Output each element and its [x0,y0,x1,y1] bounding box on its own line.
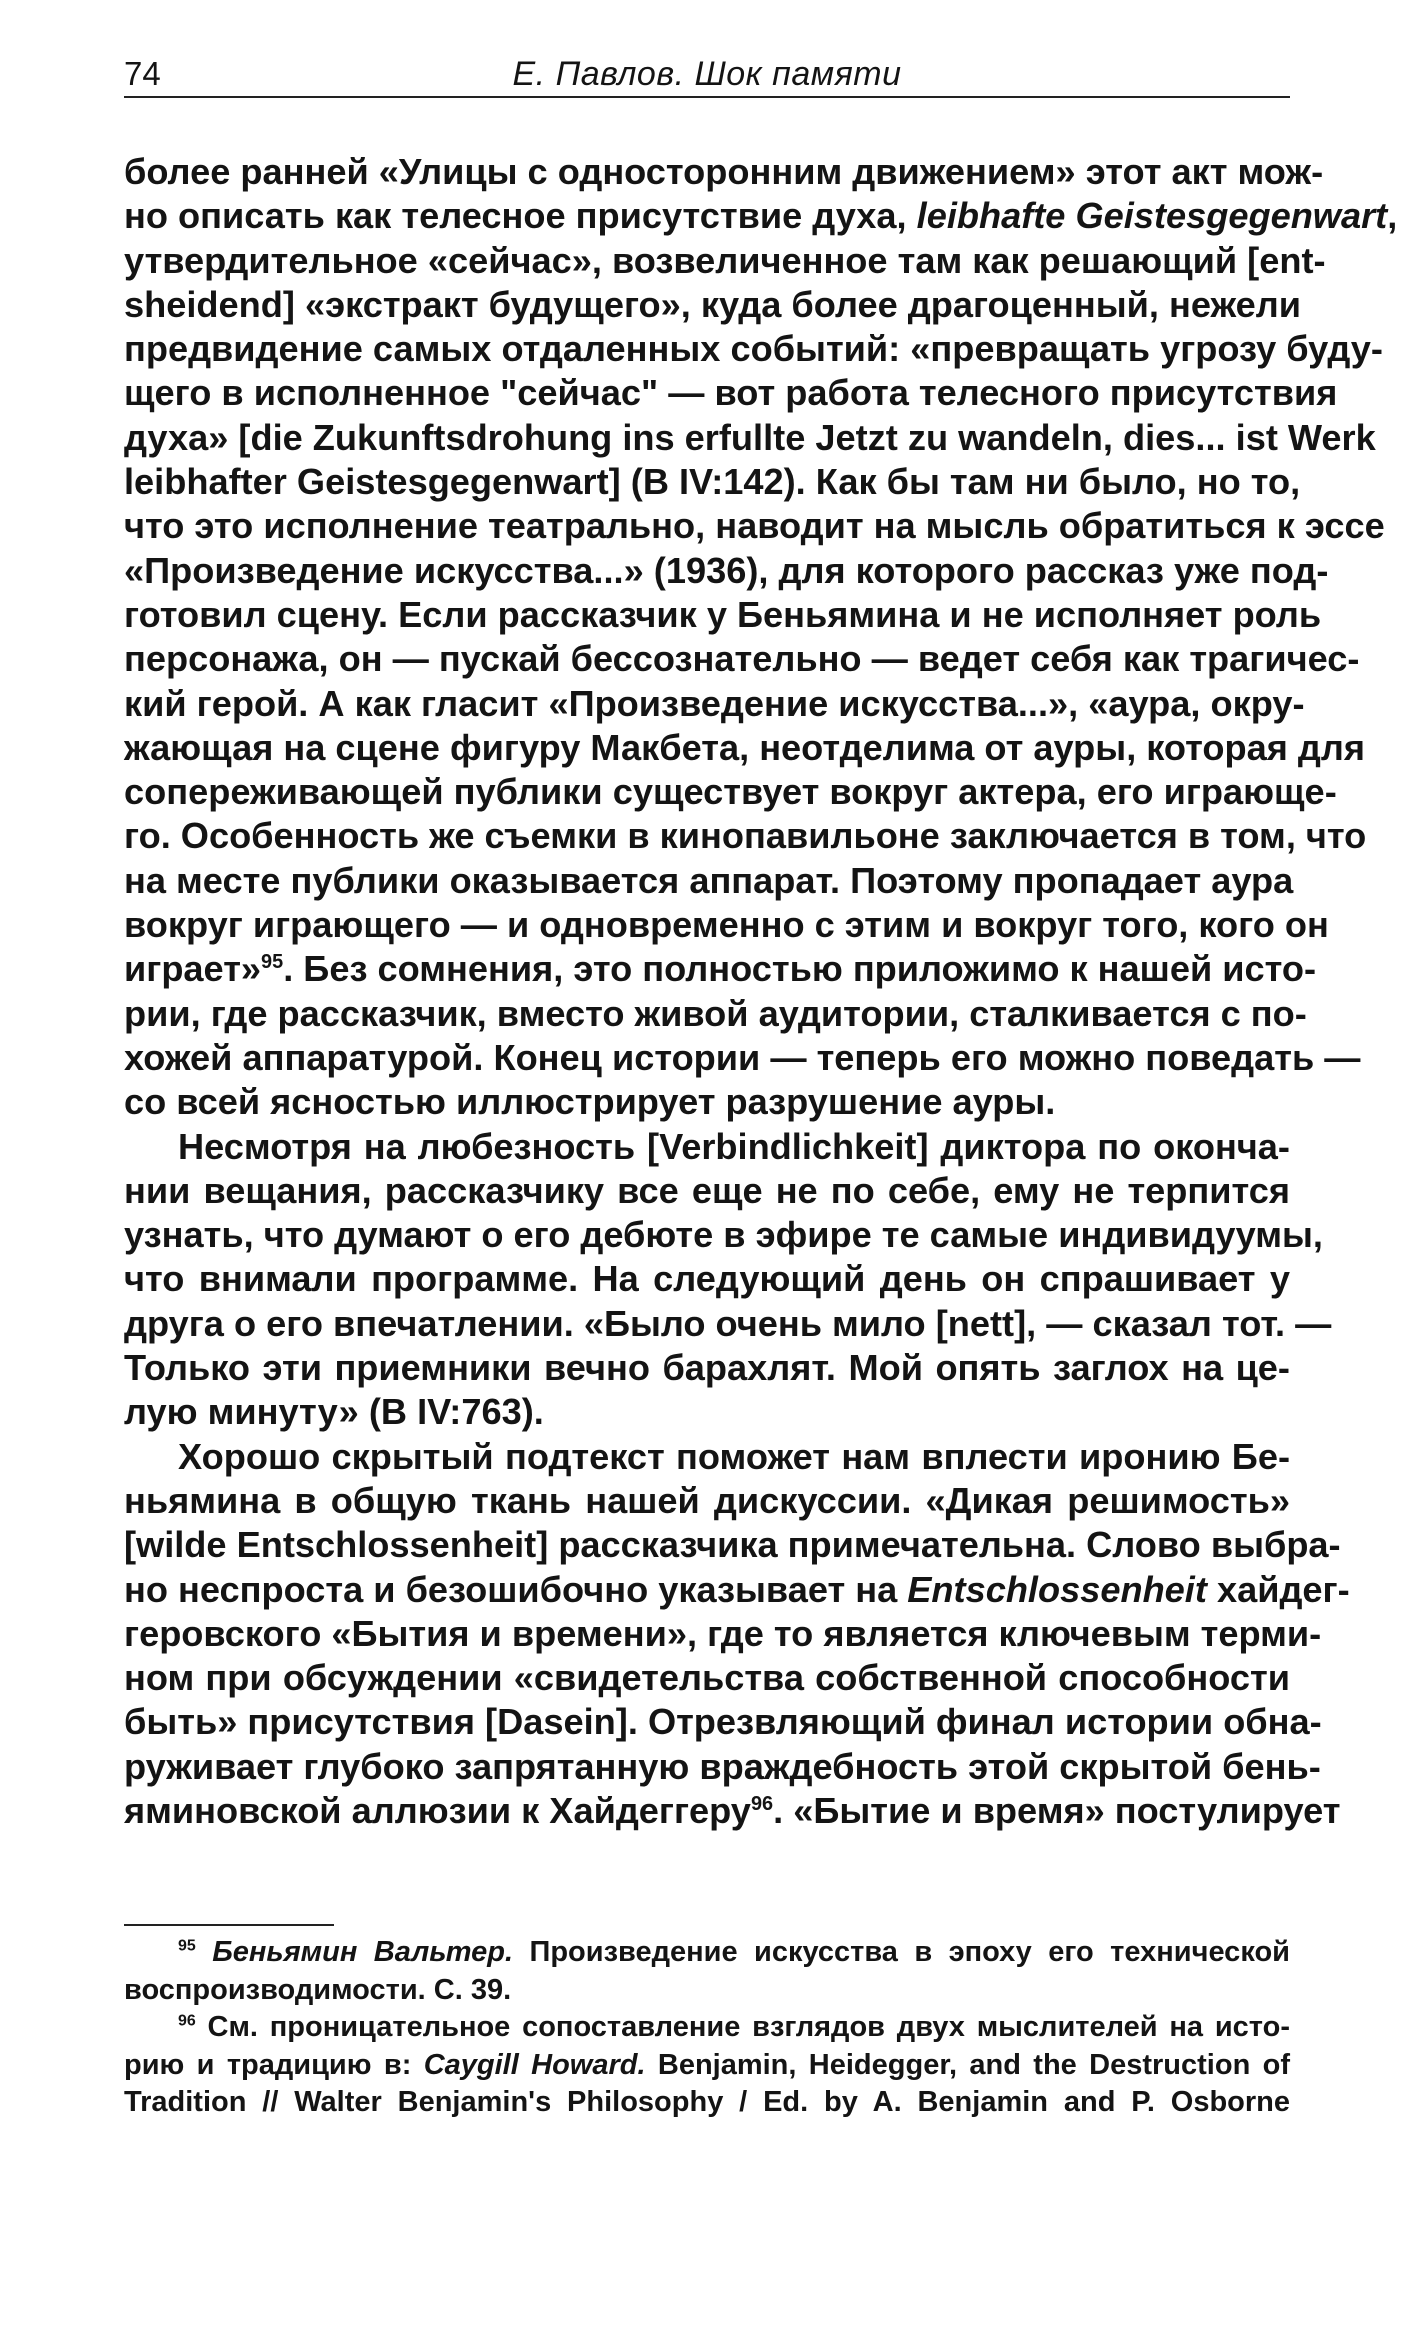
footnote-rule [124,1924,334,1926]
text-line: на месте публики оказывается аппарат. Поэтому пропадает аура [124,859,1294,901]
page-number: 74 [124,55,161,92]
author-name: Caygill Howard. [423,2048,646,2081]
page-header [124,52,1290,96]
text-line: но неспроста и безошибочно указывает на Entschlossenheit хайдег- [124,1568,1350,1610]
text-line: sheidend] «экстракт будущего», куда более драгоценный, нежели [124,283,1302,325]
text-line: персонажа, он — пускай бессознательно — ведет себя как трагичес- [124,638,1360,680]
text-line: щего в исполненное "сейчас" — вот работа телесного присутствия [124,372,1338,414]
text-line: быть» присутствия [Dasein]. Отрезвляющий финал истории обна- [124,1701,1322,1743]
footnote-reference[interactable]: 95 [261,951,284,974]
text-line: со всей ясностью иллюстрирует разрушение ауры. [124,1081,1056,1123]
text-line: геровского «Бытия и времени», где то является ключевым терми- [124,1612,1322,1654]
footnote-line: $^{95}$ Беньямин Вальтер. Произведение искусства в эпоху его технической [178,1936,1290,1968]
italic-term: leibhafte Geistesgegenwart [916,195,1388,237]
text-line: Несмотря на любезность [Verbindlichkeit] диктора по оконча- [178,1125,1290,1167]
text-line: узнать, что думают о его дебюте в эфире те самые индивидуумы, [124,1214,1323,1256]
italic-term: Entschlossenheit [907,1568,1207,1610]
text-line: Только эти приемники вечно барахлят. Мой опять заглох на це- [124,1347,1290,1389]
text-line: играет»$^{95}$. Без сомнения, это полностью приложимо к нашей исто- [124,948,1317,990]
author-name: Беньямин Вальтер. [212,1936,514,1968]
footnotes [124,1934,1290,2122]
header-rule [124,96,1290,98]
text-line: го. Особенность же съемки в кинопавильоне заключается в том, что [124,815,1367,857]
text-line: вокруг играющего — и одновременно с этим и вокруг того, кого он [124,904,1329,946]
text-line: сопереживающей публики существует вокруг актера, его играюще- [124,771,1337,813]
footnote-reference[interactable]: 96 [750,1792,774,1815]
text-line: что это исполнение театрально, наводит на мысль обратиться к эссе [124,505,1385,547]
text-line: готовил сцену. Если рассказчик у Беньямина и не исполняет роль [124,593,1322,635]
text-line: жающая на сцене фигуру Макбета, неотделима от ауры, которая для [124,726,1365,768]
text-line: но описать как телесное присутствие духа, leibhafte Geistesgegenwart, [124,195,1398,237]
text-line: духа» [die Zukunftsdrohung ins erfullte Jetzt zu wandeln, dies... ist Werk [124,416,1376,458]
text-line: утвердительное «сейчас», возвеличенное там как решающий [ent- [124,239,1326,281]
text-line: более ранней «Улицы с односторонним движением» этот акт мож- [124,151,1324,192]
footnote-line: $^{96}$ См. проницательное сопоставление взглядов двух мыслителей на исто- [178,2011,1290,2043]
text-line: хожей аппаратурой. Конец истории — теперь его можно поведать — [124,1036,1361,1078]
running-head: Е. Павлов. Шок памяти [512,55,902,93]
body-text [124,150,1398,1833]
text-line: ньямина в общую ткань нашей дискуссии. «Дикая решимость» [124,1479,1290,1521]
text-line: руживает глубоко запрятанную враждебность этой скрытой бень- [124,1745,1321,1787]
text-line: предвидение самых отдаленных событий: «превращать угрозу буду- [124,328,1383,370]
text-line: «Произведение искусства...» (1936), для которого рассказ уже под- [124,549,1329,591]
text-line: [wilde Entschlossenheit] рассказчика примечательна. Слово выбра- [124,1524,1341,1566]
footnote-line: Tradition // Walter Benjamin's Philosophy / Ed. by A. Benjamin and P. Osborne [124,2086,1290,2118]
text-line: кий герой. А как гласит «Произведение искусства...», «аура, окру- [124,682,1305,724]
text-line: лую минуту» (B IV:763). [124,1391,544,1433]
text-line: друга о его впечатлении. «Было очень мило [nett], — сказал тот. — [124,1302,1332,1344]
text-line: яминовской аллюзии к Хайдеггеру$^{96}$. «Бытие и время» постулирует [124,1789,1341,1831]
text-line: ном при обсуждении «свидетельства собственной способности [124,1657,1290,1699]
footnote-line: рию и традицию в: Caygill Howard. Benjamin, Heidegger, and the Destruction of [124,2048,1290,2081]
footnote-line: воспроизводимости. С. 39. [124,1973,512,2006]
text-line: нии вещания, рассказчику все еще не по себе, ему не терпится [124,1169,1290,1211]
footnote-marker: 95 [178,1937,196,1955]
footnote-marker: 96 [178,2012,196,2030]
text-line: что внимали программе. На следующий день он спрашивает у [124,1258,1290,1300]
text-line: leibhafter Geistesgegenwart] (B IV:142). Как бы там ни было, но то, [124,461,1301,503]
text-line: Хорошо скрытый подтекст поможет нам вплести иронию Бе- [178,1435,1290,1477]
text-line: рии, где рассказчик, вместо живой аудитории, сталкивается с по- [124,992,1307,1034]
